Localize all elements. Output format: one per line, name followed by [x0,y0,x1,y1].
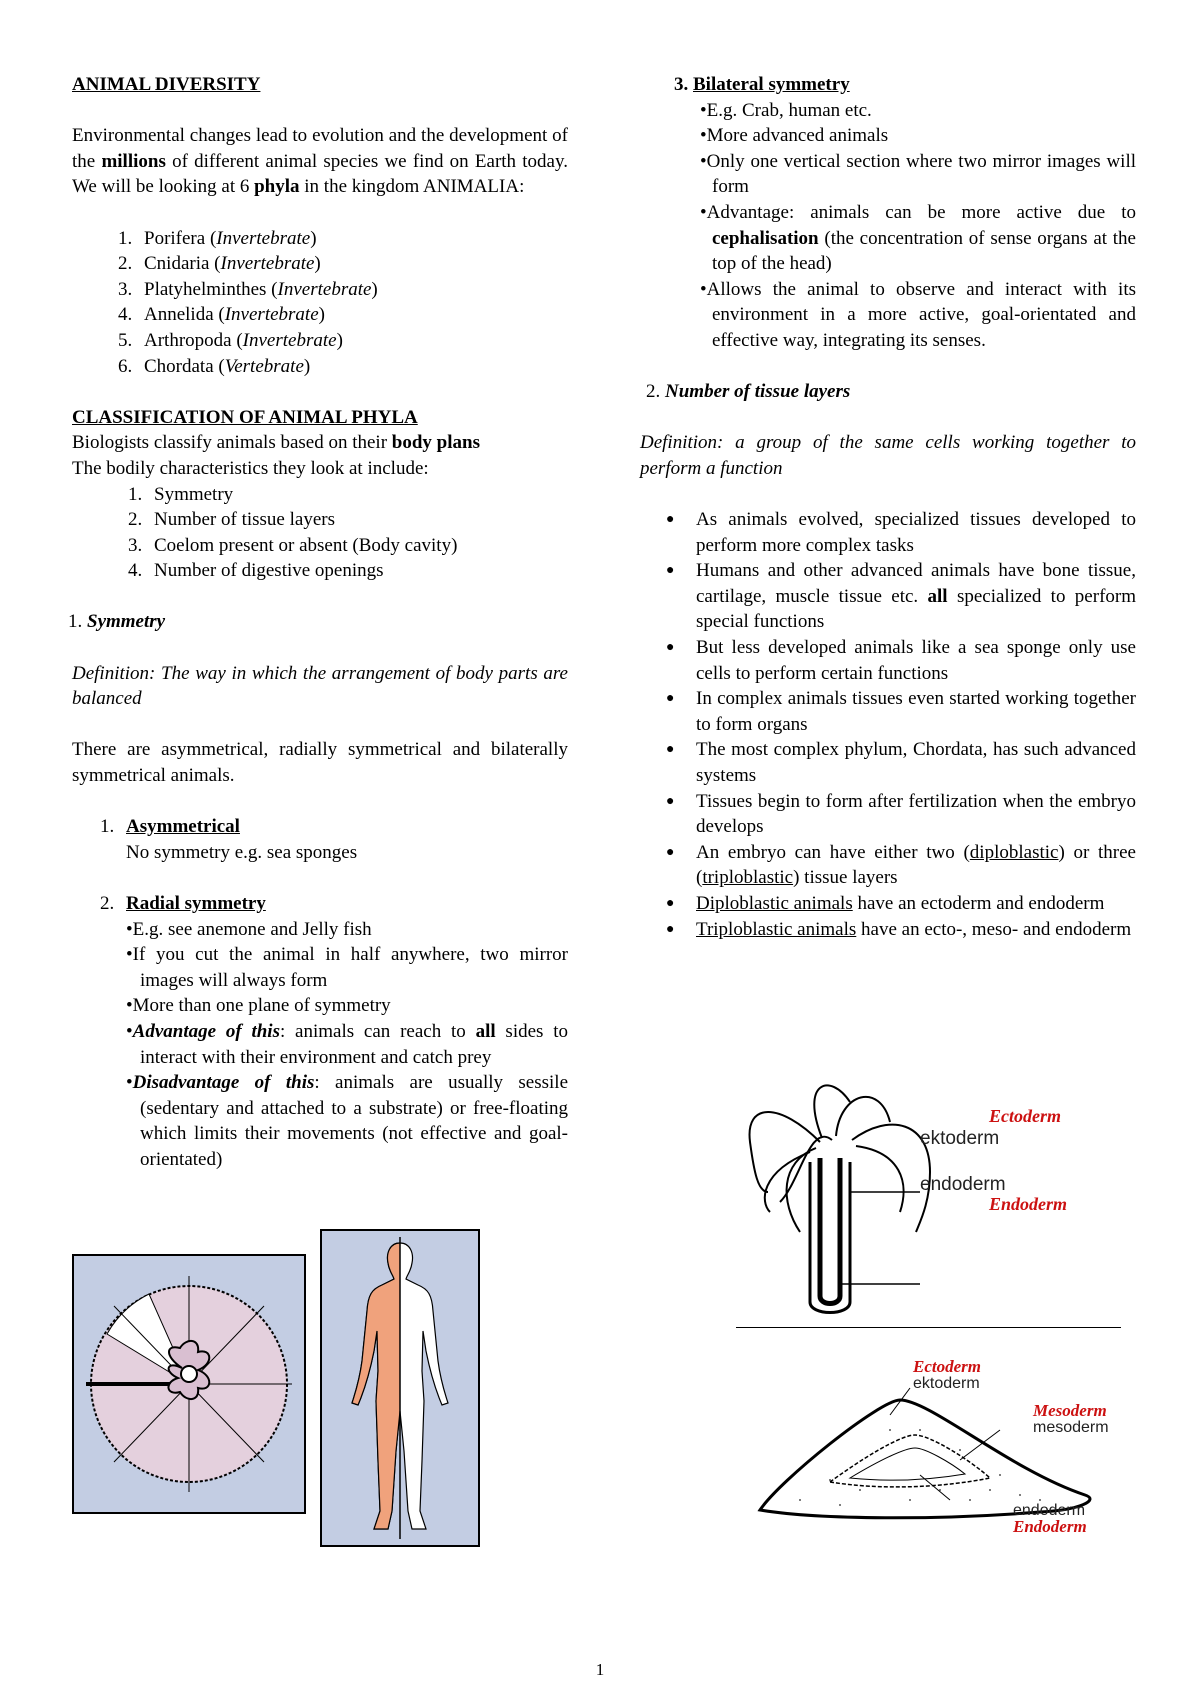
symmetry-definition: Definition: The way in which the arrangement of body parts are balanced [72,662,568,710]
list-item: ● As animals evolved, specialized tissues developed to perform more complex tasks [666,509,1136,556]
characteristics-list [72,482,568,584]
page-title: ANIMAL DIVERSITY [72,74,261,95]
radial-block: 2. Radial symmetry •E.g. see anemone and Jelly fish •If you cut the animal in half anywhere, two mirror images will always form •More than one plane of symmetry •Advantage of this: animals can reach to all sides to interact with their environment and catch prey •Disadvantage of this: animals are usually sessile (sedentary and attached to a substrate) or free-floating which limits their movements (not effective and goal-orientated) [72,891,568,1173]
radial-symmetry-figure [72,1254,306,1514]
list-item: •Only one vertical section where two mirror images will form [700,150,1136,198]
tissue-heading: 2. Number of tissue layers [646,381,851,403]
symmetry-heading: 1. Symmetry [68,611,166,633]
jellyfish-illustration [74,1256,304,1512]
page-number: 1 [595,1660,605,1679]
flatworm-mesoderm-red-label: Mesoderm [1033,1401,1107,1420]
list-item: 1. Porifera ( Invertebrate ) [118,227,317,249]
human-body-illustration [322,1231,478,1545]
tissue-list [640,507,1136,942]
flatworm-ectoderm-red-label: Ectoderm [913,1360,981,1376]
list-item: ● But less developed animals like a sea sponge only use cells to perform certain functions [666,637,1136,684]
list-item: •More than one plane of symmetry [126,995,391,1017]
hydra-illustration [740,1062,1140,1326]
figure-divider [736,1327,1121,1328]
right-column [640,72,1136,942]
list-item: 2. Number of tissue layers [128,509,335,531]
list-item: •Advantage of this: animals can reach to all sides to interact with their environment and catch prey [126,1020,568,1068]
list-item: •E.g. Crab, human etc. [700,99,872,121]
list-item: ● The most complex phylum, Chordata, has such advanced systems [666,739,1136,787]
list-item: •Allows the animal to observe and interact with its environment in a more active, goal-orientated and effective way, integrating its senses. [700,278,1136,351]
asymmetrical-block: 1. Asymmetrical No symmetry e.g. sea sponges [100,816,358,863]
list-item: ● An embryo can have either two (diploblastic) or three (triploblastic) tissue layers [666,841,1136,889]
list-item: 4. Annelida ( Invertebrate ) [118,304,325,326]
list-item: 3. Coelom present or absent (Body cavity) [128,534,458,556]
list-item: 4. Number of digestive openings [128,560,384,582]
list-item: 5. Arthropoda ( Invertebrate ) [118,329,343,351]
list-item: •If you cut the animal in half anywhere, two mirror images will always form [126,944,568,991]
endoderm-label: endoderm [920,1174,1006,1195]
flatworm-illustration [740,1360,1140,1540]
list-item: •More advanced animals [700,125,889,147]
intro-paragraph: Environmental changes lead to evolution and the development of the millions of different animal species we find on Earth today. We will be looking at 6 phyla in the kingdom ANIMALIA: [72,125,569,198]
flatworm-endoderm-label: endoderm [1013,1502,1086,1519]
list-item: ● Triploblastic animals have an ecto-, meso- and endoderm [666,918,1132,940]
list-item: ● Tissues begin to form after fertilization when the embryo develops [666,790,1136,838]
list-item: 1. Symmetry [128,483,234,505]
list-item: ● Humans and other advanced animals have bone tissue, cartilage, muscle tissue etc. all specialized to perform special functions [666,560,1136,633]
bilateral-symmetry-figure [320,1229,480,1547]
list-item: 3. Platyhelminthes ( Invertebrate ) [118,278,378,300]
list-item: •E.g. see anemone and Jelly fish [126,918,372,940]
ectoderm-red-label: Ectoderm [989,1106,1061,1126]
list-item: •Disadvantage of this: animals are usually sessile (sedentary and attached to a substrate) or free-floating which limits their movements (not effective and goal-orientated) [126,1072,569,1170]
phyla-list [72,226,568,380]
tissue-definition: Definition: a group of the same cells working together to perform a function [640,432,1136,479]
symmetry-types: There are asymmetrical, radially symmetrical and bilaterally symmetrical animals. [72,739,568,787]
flatworm-mesoderm-label: mesoderm [1033,1419,1109,1436]
diploblastic-figure [740,1062,1140,1326]
flatworm-endoderm-red-label: Endoderm [1013,1517,1087,1536]
triploblastic-figure [740,1360,1140,1540]
endoderm-red-label: Endoderm [989,1194,1068,1214]
list-item: ● In complex animals tissues even started working together to form organs [666,688,1136,735]
list-item: •Advantage: animals can be more active due to cephalisation (the concentration of sense organs at the top of the head) [700,201,1136,275]
classify-line: Biologists classify animals based on their body plans [72,432,480,454]
list-item: 2. Cnidaria ( Invertebrate ) [118,253,321,275]
section-title-classification: CLASSIFICATION OF ANIMAL PHYLA [72,406,418,428]
list-item: ● Diploblastic animals have an ectoderm and endoderm [666,893,1105,914]
bilateral-heading: 3. Bilateral symmetry [674,74,850,95]
flatworm-ectoderm-label: ektoderm [913,1375,980,1392]
left-column [68,72,569,1173]
ectoderm-label: ektoderm [920,1128,1000,1149]
list-item: 6. Chordata ( Vertebrate ) [118,355,311,377]
classify-line-2: The bodily characteristics they look at include: [72,457,429,479]
